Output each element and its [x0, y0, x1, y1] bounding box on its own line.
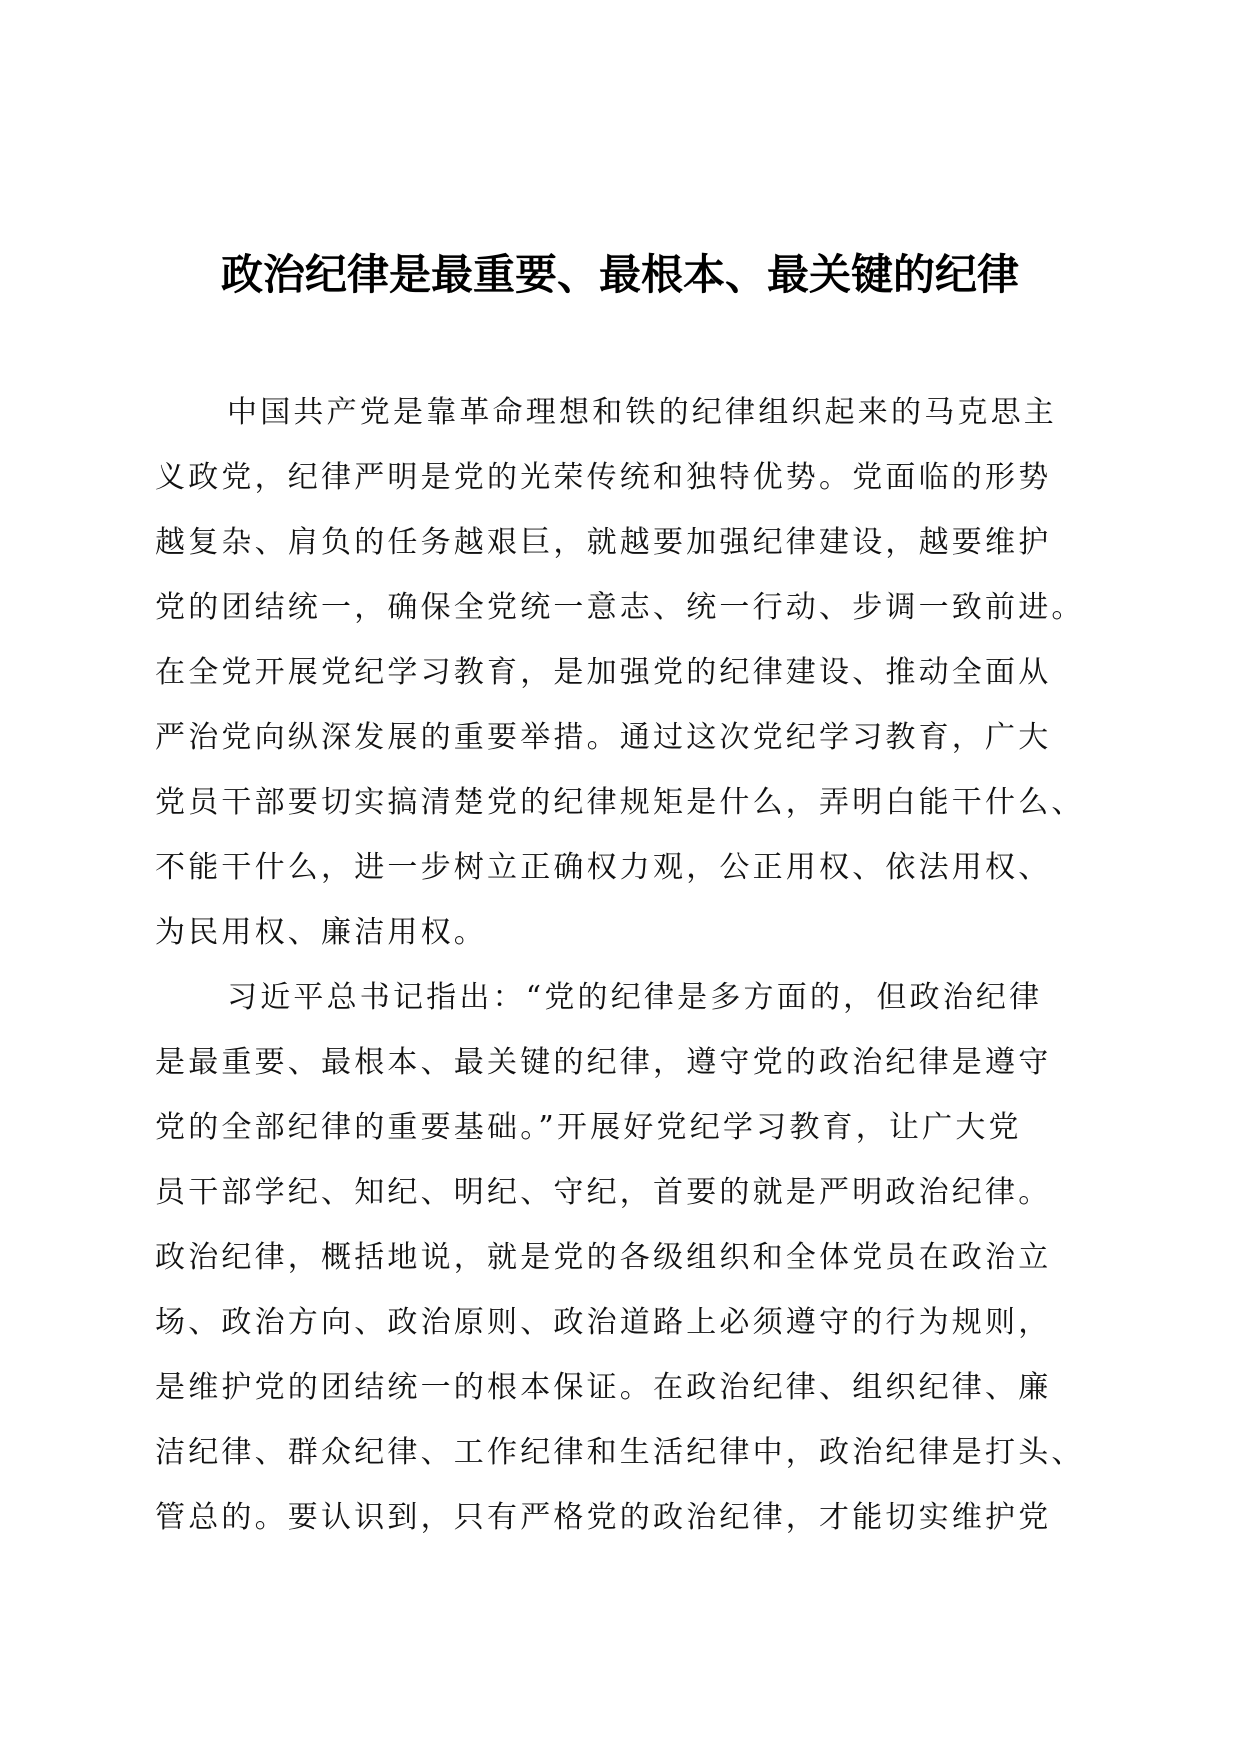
text-line: 在全党开展党纪学习教育，是加强党的纪律建设、推动全面从 — [155, 655, 1052, 690]
text-line: 党的全部纪律的重要基础。”开展好党纪学习教育，让广大党 — [155, 1110, 1022, 1145]
text-line: 洁纪律、群众纪律、工作纪律和生活纪律中，政治纪律是打头、 — [155, 1435, 1085, 1470]
document-body — [155, 380, 1085, 1550]
text-line: 越复杂、肩负的任务越艰巨，就越要加强纪律建设，越要维护 — [155, 525, 1052, 560]
text-line: 习近平总书记指出：“党的纪律是多方面的，但政治纪律 — [227, 980, 1043, 1015]
text-line: 是最重要、最根本、最关键的纪律，遵守党的政治纪律是遵守 — [155, 1045, 1052, 1080]
text-line: 不能干什么，进一步树立正确权力观，公正用权、依法用权、 — [155, 850, 1052, 885]
paragraph-2 — [155, 965, 1085, 1550]
text-line: 党员干部要切实搞清楚党的纪律规矩是什么，弄明白能干什么、 — [155, 785, 1085, 820]
text-line: 员干部学纪、知纪、明纪、守纪，首要的就是严明政治纪律。 — [155, 1175, 1052, 1210]
text-line: 严治党向纵深发展的重要举措。通过这次党纪学习教育，广大 — [155, 720, 1052, 755]
text-line: 政治纪律，概括地说，就是党的各级组织和全体党员在政治立 — [155, 1240, 1052, 1275]
paragraph-1 — [155, 380, 1085, 965]
text-line: 管总的。要认识到，只有严格党的政治纪律，才能切实维护党 — [155, 1500, 1052, 1535]
text-line: 场、政治方向、政治原则、政治道路上必须遵守的行为规则， — [155, 1305, 1052, 1340]
text-line: 为民用权、廉洁用权。 — [155, 915, 487, 950]
text-line: 党的团结统一，确保全党统一意志、统一行动、步调一致前进。 — [155, 590, 1085, 625]
text-line: 义政党，纪律严明是党的光荣传统和独特优势。党面临的形势 — [155, 460, 1052, 495]
document-title: 政治纪律是最重要、最根本、最关键的纪律 — [220, 250, 1019, 299]
text-line: 中国共产党是靠革命理想和铁的纪律组织起来的马克思主 — [227, 395, 1057, 430]
text-line: 是维护党的团结统一的根本保证。在政治纪律、组织纪律、廉 — [155, 1370, 1052, 1405]
